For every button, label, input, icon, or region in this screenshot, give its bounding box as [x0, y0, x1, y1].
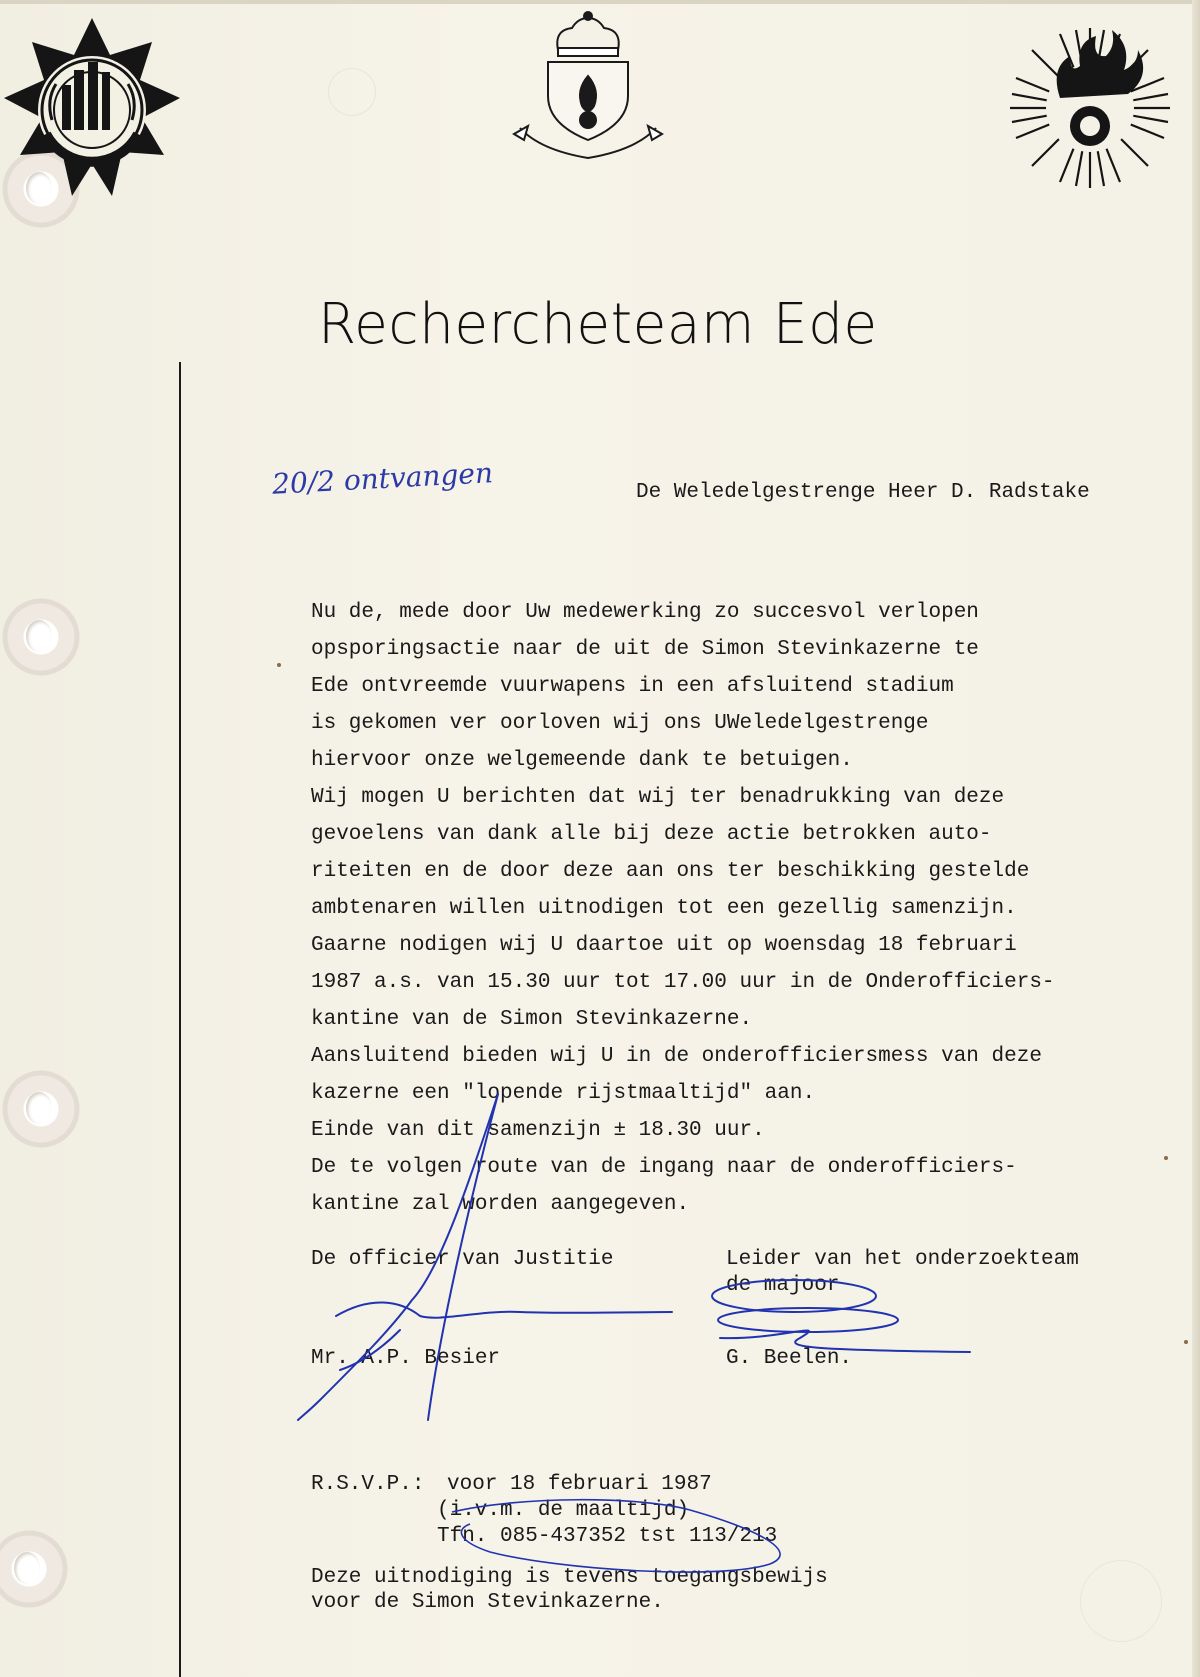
body-line: hiervoor onze welgemeende dank te betuigen.: [311, 749, 853, 772]
body-line: gevoelens van dank alle bij deze actie betrokken auto-: [311, 823, 992, 846]
body-line: ambtenaren willen uitnodigen tot een gezellig samenzijn.: [311, 897, 1017, 920]
rsvp-block: [311, 1472, 777, 1550]
crown-shield-icon: [508, 10, 668, 170]
paper-speck: [1164, 1156, 1168, 1160]
right-signatory-name: G. Beelen.: [726, 1347, 853, 1370]
addressee: De Weledelgestrenge Heer D. Radstake: [636, 481, 1090, 504]
paper-speck: [1184, 1340, 1188, 1344]
koninklijke-marechaussee-crest: [508, 10, 668, 175]
body-line: Ede ontvreemde vuurwapens in een afsluitend stadium: [311, 675, 954, 698]
rsvp-reason: (i.v.m. de maaltijd): [437, 1499, 690, 1522]
paper-speck: [277, 663, 281, 667]
rsvp-label: R.S.V.P.:: [311, 1473, 425, 1496]
police-star-emblem: [0, 14, 190, 209]
rsvp-phone: Tfn. 085-437352 tst 113/213: [437, 1525, 778, 1548]
body-line: 1987 a.s. van 15.30 uur tot 17.00 uur in de Onderofficiers-: [311, 971, 1055, 994]
punch-hole: [2, 598, 80, 676]
footer-line: Deze uitnodiging is tevens toegangsbewijs: [311, 1566, 828, 1589]
body-line: Wij mogen U berichten dat wij ter benadrukking van deze: [311, 786, 1005, 809]
rsvp-line: [311, 1472, 777, 1498]
left-signatory-name: Mr. A.P. Besier: [311, 1347, 501, 1370]
flaming-grenade-star-emblem: [1004, 24, 1174, 199]
letterhead-title: Rechercheteam Ede: [318, 292, 878, 357]
body-line: opsporingsactie naar de uit de Simon Stevinkazerne te: [311, 638, 979, 661]
letter-body: [311, 594, 1055, 1223]
body-line: kantine van de Simon Stevinkazerne.: [311, 1008, 753, 1031]
embossed-seal: [1080, 1560, 1162, 1642]
body-line: kantine zal worden aangegeven.: [311, 1193, 690, 1216]
paper-top-edge: [0, 0, 1200, 4]
body-line: is gekomen ver oorloven wij ons UWeledelgestrenge: [311, 712, 929, 735]
handwritten-received-note: 20/2 ontvangen: [271, 456, 494, 501]
body-line: Nu de, mede door Uw medewerking zo succesvol verlopen: [311, 601, 979, 624]
body-line: Gaarne nodigen wij U daartoe uit op woensdag 18 februari: [311, 934, 1017, 957]
punch-hole: [0, 1530, 68, 1608]
footer-line: voor de Simon Stevinkazerne.: [311, 1591, 664, 1614]
grenade-star-icon: [1004, 24, 1174, 194]
left-signatory-role: De officier van Justitie: [311, 1248, 614, 1271]
margin-rule: [179, 362, 181, 1677]
right-signatory-rank: de majoor: [726, 1274, 840, 1297]
embossed-seal: [328, 68, 376, 116]
body-line: De te volgen route van de ingang naar de onderofficiers-: [311, 1156, 1017, 1179]
punch-hole: [2, 1070, 80, 1148]
body-line: riteiten en de door deze aan ons ter beschikking gestelde: [311, 860, 1030, 883]
body-line: Aansluitend bieden wij U in de onderofficiersmess van deze: [311, 1045, 1042, 1068]
paper-right-edge: [1192, 0, 1200, 1677]
police-star-icon: [0, 14, 190, 204]
footer-note: [311, 1565, 828, 1615]
body-line: Einde van dit samenzijn ± 18.30 uur.: [311, 1119, 765, 1142]
body-line: kazerne een "lopende rijstmaaltijd" aan.: [311, 1082, 816, 1105]
rsvp-deadline: voor 18 februari 1987: [447, 1473, 712, 1496]
right-signatory-role: Leider van het onderzoekteam: [726, 1248, 1079, 1271]
